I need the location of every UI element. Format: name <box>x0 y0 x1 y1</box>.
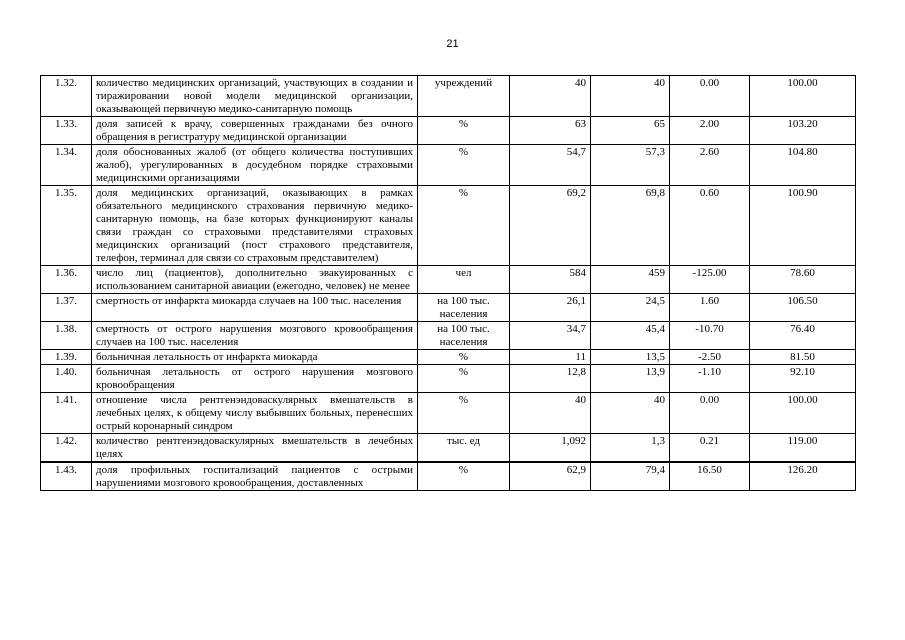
table-row <box>41 462 856 491</box>
row-unit: тыс. ед <box>418 434 510 463</box>
row-plan-value: 34,7 <box>510 322 591 350</box>
row-plan-value: 1,092 <box>510 434 591 463</box>
row-unit: чел <box>418 266 510 294</box>
table-row <box>41 350 856 365</box>
row-unit: % <box>418 186 510 266</box>
row-description: смертность от инфаркта миокарда случаев на 100 тыс. населения <box>92 294 418 322</box>
row-unit: на 100 тыс. населения <box>418 322 510 350</box>
row-unit: % <box>418 393 510 434</box>
row-fact-value: 65 <box>591 117 670 145</box>
row-description: количество рентгенэндоваскулярных вмешательств в лечебных целях <box>92 434 418 463</box>
row-fact-value: 13,5 <box>591 350 670 365</box>
row-deviation: 0.00 <box>670 76 750 117</box>
row-plan-value: 69,2 <box>510 186 591 266</box>
row-percent: 126.20 <box>750 462 856 491</box>
row-deviation: -125.00 <box>670 266 750 294</box>
row-unit: % <box>418 117 510 145</box>
row-percent: 78.60 <box>750 266 856 294</box>
row-number: 1.38. <box>41 322 92 350</box>
row-unit: % <box>418 145 510 186</box>
row-number: 1.39. <box>41 350 92 365</box>
row-unit: % <box>418 350 510 365</box>
table-row <box>41 393 856 434</box>
table-row <box>41 117 856 145</box>
row-deviation: 1.60 <box>670 294 750 322</box>
row-number: 1.43. <box>41 462 92 491</box>
row-description: смертность от острого нарушения мозгового кровообращения случаев на 100 тыс. населения <box>92 322 418 350</box>
row-plan-value: 40 <box>510 393 591 434</box>
row-deviation: 2.60 <box>670 145 750 186</box>
row-number: 1.42. <box>41 434 92 463</box>
row-unit: % <box>418 365 510 393</box>
row-description: доля обоснованных жалоб (от общего количества поступивших жалоб), урегулированных в досудебном порядке страховыми медицинскими организациями <box>92 145 418 186</box>
table-row <box>41 294 856 322</box>
row-fact-value: 24,5 <box>591 294 670 322</box>
table-row <box>41 145 856 186</box>
row-description: доля профильных госпитализаций пациентов с острыми нарушениями мозгового кровообращения, доставленных <box>92 462 418 491</box>
row-percent: 104.80 <box>750 145 856 186</box>
row-deviation: 2.00 <box>670 117 750 145</box>
row-deviation: 0.00 <box>670 393 750 434</box>
row-description: число лиц (пациентов), дополнительно эвакуированных с использованием санитарной авиации (ежегодно, человек) не менее <box>92 266 418 294</box>
row-percent: 100.00 <box>750 76 856 117</box>
row-number: 1.34. <box>41 145 92 186</box>
row-number: 1.37. <box>41 294 92 322</box>
row-description: отношение числа рентгенэндоваскулярных вмешательств в лечебных целях, к общему числу выбывших больных, перенесших острый коронарный синдром <box>92 393 418 434</box>
row-number: 1.41. <box>41 393 92 434</box>
row-percent: 106.50 <box>750 294 856 322</box>
table-row <box>41 76 856 117</box>
row-deviation: -1.10 <box>670 365 750 393</box>
table-row <box>41 266 856 294</box>
row-fact-value: 40 <box>591 76 670 117</box>
row-fact-value: 1,3 <box>591 434 670 463</box>
row-deviation: -2.50 <box>670 350 750 365</box>
row-deviation: 16.50 <box>670 462 750 491</box>
row-percent: 92.10 <box>750 365 856 393</box>
row-unit: % <box>418 462 510 491</box>
row-plan-value: 62,9 <box>510 462 591 491</box>
row-number: 1.40. <box>41 365 92 393</box>
row-number: 1.32. <box>41 76 92 117</box>
row-plan-value: 54,7 <box>510 145 591 186</box>
row-percent: 76.40 <box>750 322 856 350</box>
row-fact-value: 40 <box>591 393 670 434</box>
row-description: доля медицинских организаций, оказывающих в рамках обязательного медицинского страхования первичную медико-санитарную помощь, на базе которых функционируют каналы связи граждан со страховыми представителями страховых медицинских организаций (пост страхового представителя, телефон, терминал для связи со страховым представителем) <box>92 186 418 266</box>
row-plan-value: 12,8 <box>510 365 591 393</box>
row-fact-value: 69,8 <box>591 186 670 266</box>
indicators-table <box>40 75 856 491</box>
row-description: больничная летальность от острого нарушения мозгового кровообращения <box>92 365 418 393</box>
row-deviation: 0.21 <box>670 434 750 463</box>
row-description: доля записей к врачу, совершенных гражданами без очного обращения в регистратуру медицинской организации <box>92 117 418 145</box>
row-description: количество медицинских организаций, участвующих в создании и тиражировании новой модели медицинской организации, оказывающей первичную медико-санитарную помощь <box>92 76 418 117</box>
row-plan-value: 11 <box>510 350 591 365</box>
row-number: 1.36. <box>41 266 92 294</box>
row-plan-value: 26,1 <box>510 294 591 322</box>
row-plan-value: 40 <box>510 76 591 117</box>
row-percent: 103.20 <box>750 117 856 145</box>
row-fact-value: 13,9 <box>591 365 670 393</box>
row-percent: 100.00 <box>750 393 856 434</box>
row-fact-value: 459 <box>591 266 670 294</box>
row-percent: 119.00 <box>750 434 856 463</box>
table-row <box>41 322 856 350</box>
row-fact-value: 45,4 <box>591 322 670 350</box>
row-unit: на 100 тыс. населения <box>418 294 510 322</box>
row-description: больничная летальность от инфаркта миокарда <box>92 350 418 365</box>
row-number: 1.33. <box>41 117 92 145</box>
table-row <box>41 434 856 463</box>
page-number: 21 <box>446 38 459 50</box>
row-fact-value: 57,3 <box>591 145 670 186</box>
table-row <box>41 365 856 393</box>
row-fact-value: 79,4 <box>591 462 670 491</box>
row-percent: 81.50 <box>750 350 856 365</box>
row-plan-value: 584 <box>510 266 591 294</box>
row-unit: учреждений <box>418 76 510 117</box>
row-deviation: -10.70 <box>670 322 750 350</box>
table-row <box>41 186 856 266</box>
row-number: 1.35. <box>41 186 92 266</box>
row-percent: 100.90 <box>750 186 856 266</box>
row-deviation: 0.60 <box>670 186 750 266</box>
row-plan-value: 63 <box>510 117 591 145</box>
